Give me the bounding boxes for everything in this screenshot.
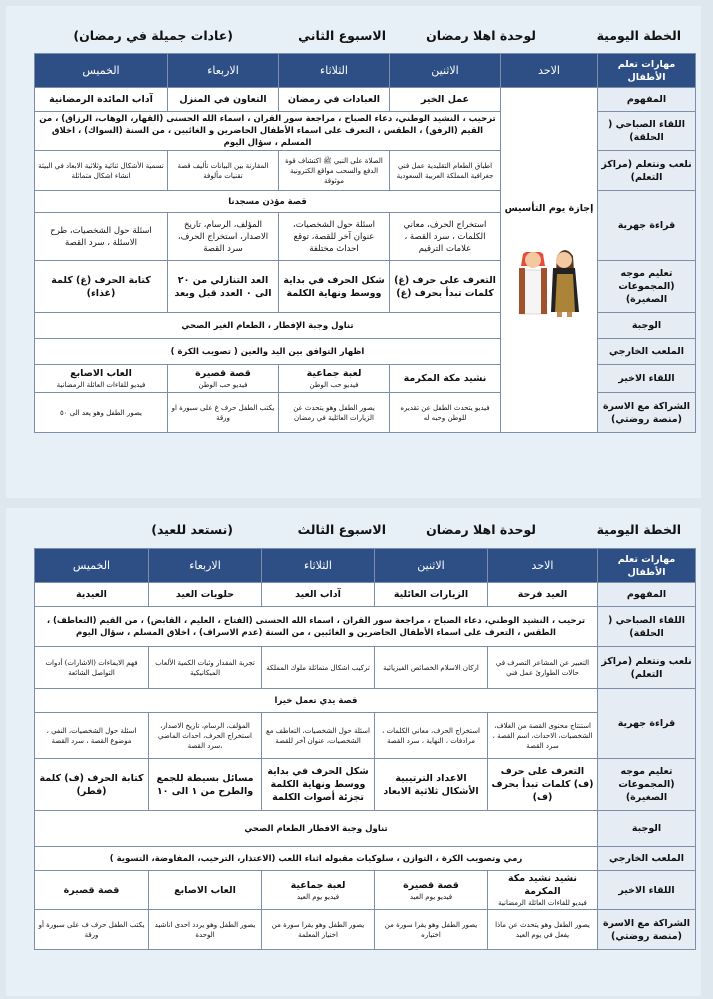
family-cell: يصور الطفل وهو يقرا سورة من اختياره bbox=[375, 910, 488, 950]
guided-cell: كتابة الحرف (غ) كلمة (غذاء) bbox=[35, 261, 168, 313]
concept-cell: آداب المائدة الرمضانية bbox=[35, 88, 168, 112]
skills-header: مهارات تعلم الأطفال bbox=[598, 54, 696, 88]
concept-cell: عمل الخير bbox=[390, 88, 501, 112]
family-cell: يكتب الطفل حرف غ على سبورة او ورقة bbox=[168, 393, 279, 433]
closing-sub: فيديو حب الوطن bbox=[309, 381, 359, 389]
row-label: المفهوم bbox=[598, 583, 696, 607]
closing-cell bbox=[262, 871, 375, 910]
table-row bbox=[35, 713, 696, 759]
guided-cell: التعرف على حرف (غ) كلمات تبدأ بحرف (غ) bbox=[390, 261, 501, 313]
guided-cell: مسائل بسيطة للجمع والطرح من ١ الى ١٠ bbox=[149, 759, 262, 811]
row-label: قراءة جهرية bbox=[598, 689, 696, 759]
closing-main: نشيد نشيد مكة المكرمة bbox=[508, 873, 577, 897]
reading-cell: استنتاج محتوى القصة من الغلاف، الشخصيات، الاحداث، اسم القصة ، سرد القصة bbox=[488, 713, 598, 759]
centers-cell: المقارنة بين البيانات تأليف قصة تقنيات مألوفة bbox=[168, 151, 279, 191]
plan-title: الخطة اليومية bbox=[596, 28, 681, 43]
concept-cell: آداب العيد bbox=[262, 583, 375, 607]
centers-cell: اركان الاسلام الخصائص الفيزيائية bbox=[375, 647, 488, 689]
reading-cell: اسئلة حول الشخصيات، طرح الاسئلة ، سرد القصة bbox=[35, 213, 168, 261]
family-cell: يصور الطفل وهو يتحدث عن الزيارات العائلية في رمضان bbox=[279, 393, 390, 433]
closing-main: العاب الاصابع bbox=[70, 368, 132, 379]
row-label: الوجبة bbox=[598, 811, 696, 847]
closing-main: العاب الاصابع bbox=[174, 884, 236, 896]
concept-cell: العيد فرحة bbox=[488, 583, 598, 607]
table-row bbox=[35, 607, 696, 647]
row-label: المفهوم bbox=[598, 88, 696, 112]
centers-cell: التعبير عن المشاعر التصرف في حالات الطوارئ عمل فني bbox=[488, 647, 598, 689]
closing-main: نشيد مكة المكرمة bbox=[403, 373, 487, 384]
unit-name: لوحدة اهلا رمضان bbox=[426, 28, 536, 43]
closing-sub: فيديو للقاءات العائلة الرمضانية bbox=[498, 899, 587, 907]
concept-cell: العيدية bbox=[35, 583, 149, 607]
table-row bbox=[35, 88, 696, 112]
daily-plan-table bbox=[34, 53, 696, 433]
day-header: الاثنين bbox=[390, 54, 501, 88]
row-label: نلعب ونتعلم (مراكز التعلم) bbox=[598, 647, 696, 689]
closing-main: لعبة جماعية bbox=[306, 368, 362, 379]
table-row bbox=[35, 811, 696, 847]
family-cell: يصور الطفل وهو يردد احدى اناشيد الوحدة bbox=[149, 910, 262, 950]
skills-header: مهارات تعلم الأطفال bbox=[598, 549, 696, 583]
closing-cell bbox=[390, 365, 501, 393]
row-label: نلعب ونتعلم (مراكز التعلم) bbox=[598, 151, 696, 191]
table-header-row bbox=[35, 549, 696, 583]
meal-cell: تناول وجبة الافطار الطعام الصحي bbox=[35, 811, 598, 847]
day-header: الاربعاء bbox=[149, 549, 262, 583]
morning-meeting-cell: ترحيب ، النشيد الوطني، دعاء الصباح ، مراجعة سور القران ، اسماء الله الحسنى (القهار، الوهاب، الرزاق) ، من القيم (الرفق) ، الطقس ، التعرف على اسماء الأطفال الحاضرين و الغائبين ، من السنة (السواك) ، اخلاق المسلم ، سؤال اليوم bbox=[35, 112, 501, 151]
table-row bbox=[35, 647, 696, 689]
guided-cell: كتابة الحرف (ف) كلمة (فطر) bbox=[35, 759, 149, 811]
centers-cell: اطباق الطعام التقليدية عمل فني جغرافية المملكة العربية السعودية bbox=[390, 151, 501, 191]
row-label: الوجبة bbox=[598, 313, 696, 339]
morning-meeting-cell: ترحيب ، النشيد الوطني، دعاء الصباح ، مراجعة سور القران ، اسماء الله الحسنى (الفتاح ، العليم ، القابض) ، من القيم (التعاطف) ، الطقس ، التعرف على اسماء الأطفال الحاضرين و الغائبين ، من السنة (عدم الاسراف) ، اخلاق المسلم ، سؤال اليوم bbox=[35, 607, 598, 647]
closing-sub: فيديو حب الوطن bbox=[198, 381, 248, 389]
closing-cell bbox=[279, 365, 390, 393]
family-cell: فيديو يتحدث الطفل عن تقديره للوطن وحبه له bbox=[390, 393, 501, 433]
guided-cell: شكل الحرف في بداية ووسط ونهاية الكلمة تجزئة أصوات الكلمة bbox=[262, 759, 375, 811]
concept-cell: الزيارات العائلية bbox=[375, 583, 488, 607]
story-title: قصة مؤذن مسجدنا bbox=[35, 191, 501, 213]
outdoor-cell: رمي وتصويب الكرة ، التوازن ، سلوكيات مقبوله اثناء اللعب (الاعتذار، الترحيب، المفاوضة، التسوية ) bbox=[35, 847, 598, 871]
reading-cell: المؤلف، الرسام، تاريخ الاصدار، استخراج الحرف، سرد القصة bbox=[168, 213, 279, 261]
day-header: الاحد bbox=[501, 54, 598, 88]
centers-cell: تجربة المقدار وثبات الكمية الألعاب الميكانيكية bbox=[149, 647, 262, 689]
meal-cell: تناول وجبة الإفطار ، الطعام الغير الصحي bbox=[35, 313, 501, 339]
closing-sub: فيديو يوم العيد bbox=[296, 892, 340, 901]
plan-header bbox=[6, 518, 701, 544]
closing-main: قصة قصيرة bbox=[63, 884, 120, 896]
table-row bbox=[35, 583, 696, 607]
reading-cell: استخراج الحرف، معاني الكلمات ، مرادفات ، النهاية ، سرد القصة bbox=[375, 713, 488, 759]
week-label: الاسبوع الثالث bbox=[297, 522, 386, 537]
day-header: الاربعاء bbox=[168, 54, 279, 88]
guided-cell: العد التنازلي من ٢٠ الى ٠ العدد قبل وبعد bbox=[168, 261, 279, 313]
row-label: قراءة جهرية bbox=[598, 191, 696, 261]
closing-cell bbox=[168, 365, 279, 393]
row-label: الشراكة مع الاسرة (منصة روضتي) bbox=[598, 910, 696, 950]
guided-cell: التعرف على حرف (ف) كلمات تبدأ بحرف (ف) bbox=[488, 759, 598, 811]
closing-cell bbox=[488, 871, 598, 910]
holiday-label: إجازة يوم التأسيس bbox=[504, 202, 594, 214]
concept-cell: حلويات العيد bbox=[149, 583, 262, 607]
row-label: الشراكة مع الاسرة (منصة روضتي) bbox=[598, 393, 696, 433]
table-row bbox=[35, 759, 696, 811]
unit-name: لوحدة اهلا رمضان bbox=[426, 522, 536, 537]
row-label: اللقاء الاخير bbox=[598, 871, 696, 910]
day-header: الخميس bbox=[35, 549, 149, 583]
plan-week-3 bbox=[6, 508, 701, 996]
table-header-row bbox=[35, 54, 696, 88]
reading-cell: اسئلة حول الشخصيات، التعاطف مع الشخصيات، عنوان آخر للقصة bbox=[262, 713, 375, 759]
closing-main: لعبة جماعية bbox=[290, 879, 346, 891]
concept-cell: التعاون في المنزل bbox=[168, 88, 279, 112]
week-label: الاسبوع الثاني bbox=[298, 28, 386, 43]
family-cell: يكتب الطفل حرف ف على سبورة أو ورقة bbox=[35, 910, 149, 950]
row-label: الملعب الخارجي bbox=[598, 847, 696, 871]
plan-week-2 bbox=[6, 6, 701, 498]
guided-cell: الاعداد الترتيبية الأشكال ثلاثية الابعاد bbox=[375, 759, 488, 811]
row-label: اللقاء الاخير bbox=[598, 365, 696, 393]
day-header: الخميس bbox=[35, 54, 168, 88]
outdoor-cell: اظهار التوافق بين اليد والعين ( تصويب الكرة ) bbox=[35, 339, 501, 365]
week-theme: (نستعد للعيد) bbox=[151, 522, 233, 537]
family-cell: يصور الطفل وهو يقرا سورة من اختيار المعلمة bbox=[262, 910, 375, 950]
closing-main: قصة قصيرة bbox=[195, 368, 251, 379]
table-row bbox=[35, 871, 696, 910]
reading-cell: اسئلة حول الشخصيات، النفي ، موضوع القصة ، سرد القصة bbox=[35, 713, 149, 759]
reading-cell: المؤلف، الرسام، تاريخ الاصدار، استخراج الحرف، احداث الماضي ،سرد القصة bbox=[149, 713, 262, 759]
centers-cell: تركيب اشكال متماثلة ملوك المملكة bbox=[262, 647, 375, 689]
closing-cell bbox=[35, 871, 149, 910]
row-label: تعليم موجه (المجموعات الصغيرة) bbox=[598, 261, 696, 313]
table-row bbox=[35, 689, 696, 713]
row-label: الملعب الخارجي bbox=[598, 339, 696, 365]
plan-header bbox=[6, 24, 701, 50]
closing-cell bbox=[149, 871, 262, 910]
closing-main: قصة قصيرة bbox=[403, 879, 459, 891]
children-illustration bbox=[517, 238, 581, 318]
row-label: تعليم موجه (المجموعات الصغيرة) bbox=[598, 759, 696, 811]
holiday-cell bbox=[501, 88, 598, 433]
day-header: الاحد bbox=[488, 549, 598, 583]
plan-title: الخطة اليومية bbox=[596, 522, 681, 537]
week-theme: (عادات جميلة في رمضان) bbox=[73, 28, 233, 43]
reading-cell: اسئلة حول الشخصيات، عنوان آخر للقصة، توقع احداث مختلفة bbox=[279, 213, 390, 261]
closing-cell bbox=[35, 365, 168, 393]
concept-cell: العبادات في رمضان bbox=[279, 88, 390, 112]
centers-cell: فهم الايماءات (الاشارات) أدوات التواصل الشائعة bbox=[35, 647, 149, 689]
row-label: اللقاء الصباحي ( الحلقة) bbox=[598, 607, 696, 647]
reading-cell: استخراج الحرف، معاني الكلمات ، سرد القصة ، علامات الترقيم bbox=[390, 213, 501, 261]
story-title: قصة يدي تعمل خيرا bbox=[35, 689, 598, 713]
day-header: الاثنين bbox=[375, 549, 488, 583]
centers-cell: الصلاة على النبي ﷺ اكتشاف قوة الدفع والسحب مواقع الكترونية موثوقة bbox=[279, 151, 390, 191]
day-header: الثلاثاء bbox=[279, 54, 390, 88]
day-header: الثلاثاء bbox=[262, 549, 375, 583]
family-cell: يصور الطفل وهو يعد الى ٥٠ bbox=[35, 393, 168, 433]
centers-cell: تسمية الأشكال ثنائية وثلاثية الابعاد في البيئة انشاء اشكال متماثلة bbox=[35, 151, 168, 191]
table-row bbox=[35, 847, 696, 871]
table-row bbox=[35, 910, 696, 950]
family-cell: يصور الطفل وهو يتحدث عن ماذا يفعل في يوم العيد bbox=[488, 910, 598, 950]
guided-cell: شكل الحرف في بداية ووسط ونهاية الكلمة bbox=[279, 261, 390, 313]
closing-sub: فيديو للقاءات العائلة الرمضانية bbox=[56, 381, 146, 389]
daily-plan-table bbox=[34, 548, 696, 950]
row-label: اللقاء الصباحي ( الحلقة) bbox=[598, 112, 696, 151]
closing-cell bbox=[375, 871, 488, 910]
closing-sub: فيديو يوم العيد bbox=[409, 892, 453, 901]
